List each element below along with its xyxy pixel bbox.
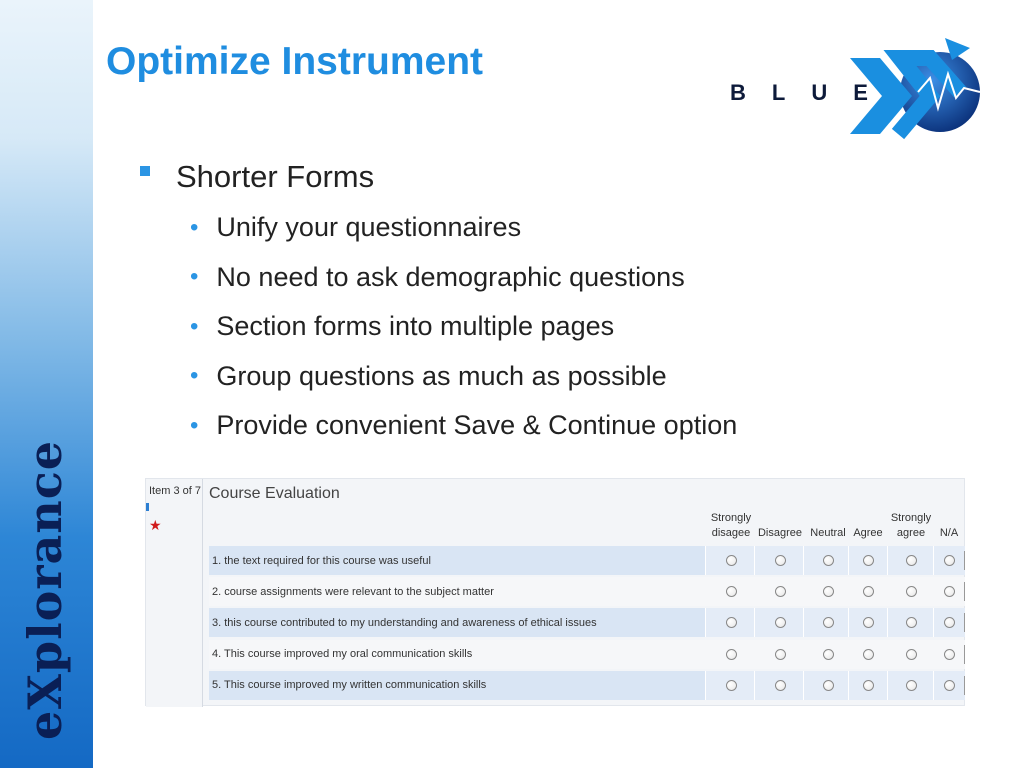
option-cell <box>887 577 935 606</box>
row-divider <box>964 645 965 664</box>
option-cell <box>803 608 853 637</box>
item-counter: Item 3 of 7 <box>149 485 201 497</box>
logo-letter-b: B <box>730 80 746 105</box>
rating-radio[interactable] <box>726 680 737 691</box>
rating-radio[interactable] <box>726 555 737 566</box>
sub-bullet-text: No need to ask demographic questions <box>216 261 685 292</box>
option-cell <box>754 546 806 575</box>
option-cell <box>887 608 935 637</box>
rating-radio[interactable] <box>726 649 737 660</box>
column-header <box>752 511 808 541</box>
option-cell <box>705 577 757 606</box>
rating-radio[interactable] <box>944 586 955 597</box>
dot-bullet-icon: • <box>190 312 199 340</box>
logo-letter-u: U <box>811 80 828 105</box>
sub-bullet <box>190 401 737 451</box>
form-item-sidebar <box>146 479 203 707</box>
rating-radio[interactable] <box>906 649 917 660</box>
option-cell <box>754 608 806 637</box>
option-cell <box>848 608 888 637</box>
row-divider <box>964 613 965 632</box>
rating-radio[interactable] <box>823 586 834 597</box>
sub-bullet <box>190 203 737 253</box>
item-marker <box>146 503 149 511</box>
option-cell <box>754 577 806 606</box>
side-band <box>0 0 93 768</box>
logo-letter-e: E <box>853 80 868 105</box>
question-row <box>209 640 965 669</box>
option-cell <box>887 640 935 669</box>
option-cell <box>933 608 965 637</box>
rating-radio[interactable] <box>906 555 917 566</box>
question-text: 3. this course contributed to my understanding and awareness of ethical issues <box>212 616 597 629</box>
rating-radio[interactable] <box>863 555 874 566</box>
option-cell <box>803 546 853 575</box>
square-bullet-icon <box>140 166 150 176</box>
question-text: 4. This course improved my oral communication skills <box>212 648 473 661</box>
bullet-main-text: Shorter Forms <box>176 159 375 194</box>
rating-radio[interactable] <box>823 680 834 691</box>
row-divider <box>964 676 965 695</box>
question-row <box>209 577 965 606</box>
rating-radio[interactable] <box>863 586 874 597</box>
option-cell <box>848 671 888 700</box>
sub-bullet-text: Unify your questionnaires <box>216 212 522 243</box>
question-text: 5. This course improved my written communication skills <box>212 679 487 692</box>
rating-radio[interactable] <box>775 680 786 691</box>
dot-bullet-icon: • <box>190 213 199 241</box>
dot-bullet-icon: • <box>190 263 199 291</box>
column-header-line: Strongly <box>890 512 932 524</box>
option-cell <box>754 671 806 700</box>
column-header-line: Agree <box>853 527 883 539</box>
dot-bullet-icon: • <box>190 362 199 390</box>
rating-radio[interactable] <box>944 617 955 628</box>
column-header <box>885 511 937 541</box>
option-cell <box>848 640 888 669</box>
column-header-line: Disagree <box>757 527 803 539</box>
course-evaluation-form <box>145 478 965 706</box>
column-header-line: Strongly <box>710 512 752 524</box>
question-text: 2. course assignments were relevant to the subject matter <box>212 585 494 598</box>
sub-bullet-text: Section forms into multiple pages <box>216 311 615 342</box>
required-star-icon: ★ <box>149 517 162 533</box>
logo-x-mark-icon <box>840 30 1000 140</box>
option-cell <box>933 577 965 606</box>
rating-radio[interactable] <box>823 649 834 660</box>
row-divider <box>964 551 965 570</box>
column-header-line: disagee <box>711 527 751 539</box>
column-header <box>931 511 967 541</box>
option-cell <box>803 671 853 700</box>
question-row <box>209 546 965 575</box>
option-cell <box>705 671 757 700</box>
option-cell <box>705 546 757 575</box>
column-header-line: Neutral <box>810 527 846 539</box>
sub-bullet <box>190 352 737 402</box>
rating-radio[interactable] <box>726 586 737 597</box>
question-row <box>209 608 965 637</box>
column-header-line <box>931 511 967 526</box>
sub-bullet <box>190 302 737 352</box>
option-cell <box>803 640 853 669</box>
side-brand-text: eXplorance <box>18 439 73 741</box>
rating-radio[interactable] <box>775 586 786 597</box>
option-cell <box>887 671 935 700</box>
column-header-line: N/A <box>939 527 959 539</box>
option-cell <box>887 546 935 575</box>
option-cell <box>933 640 965 669</box>
logo-letter-l: L <box>771 80 786 105</box>
column-header-line <box>846 511 890 526</box>
bullet-list <box>140 155 737 451</box>
rating-radio[interactable] <box>906 586 917 597</box>
row-divider <box>964 582 965 601</box>
rating-radio[interactable] <box>726 617 737 628</box>
sub-bullet-list <box>190 203 737 451</box>
question-text: 1. the text required for this course was useful <box>212 554 431 567</box>
rating-radio[interactable] <box>906 680 917 691</box>
bullet-main <box>140 155 737 199</box>
rating-radio[interactable] <box>863 617 874 628</box>
rating-radio[interactable] <box>863 680 874 691</box>
blue-x-logo <box>730 30 1000 140</box>
rating-radio[interactable] <box>863 649 874 660</box>
side-brand <box>10 440 80 740</box>
column-header-line <box>752 511 808 526</box>
option-cell <box>933 546 965 575</box>
question-row <box>209 671 965 700</box>
option-cell <box>848 546 888 575</box>
option-cell <box>754 640 806 669</box>
rating-radio[interactable] <box>944 555 955 566</box>
option-cell <box>848 577 888 606</box>
option-cell <box>705 608 757 637</box>
column-header <box>846 511 890 541</box>
rating-radio[interactable] <box>823 617 834 628</box>
slide-title: Optimize Instrument <box>106 40 484 83</box>
sub-bullet <box>190 253 737 303</box>
sub-bullet-text: Group questions as much as possible <box>216 360 667 391</box>
option-cell <box>803 577 853 606</box>
option-cell <box>933 671 965 700</box>
rating-radio[interactable] <box>775 555 786 566</box>
rating-radio[interactable] <box>775 617 786 628</box>
option-cell <box>705 640 757 669</box>
form-title: Course Evaluation <box>209 485 340 502</box>
column-header <box>703 511 759 541</box>
rating-radio[interactable] <box>944 680 955 691</box>
dot-bullet-icon: • <box>190 411 199 439</box>
column-header-line: agree <box>896 527 926 539</box>
rating-radio[interactable] <box>944 649 955 660</box>
sub-bullet-text: Provide convenient Save & Continue option <box>216 410 738 441</box>
rating-radio[interactable] <box>775 649 786 660</box>
rating-radio[interactable] <box>823 555 834 566</box>
rating-radio[interactable] <box>906 617 917 628</box>
